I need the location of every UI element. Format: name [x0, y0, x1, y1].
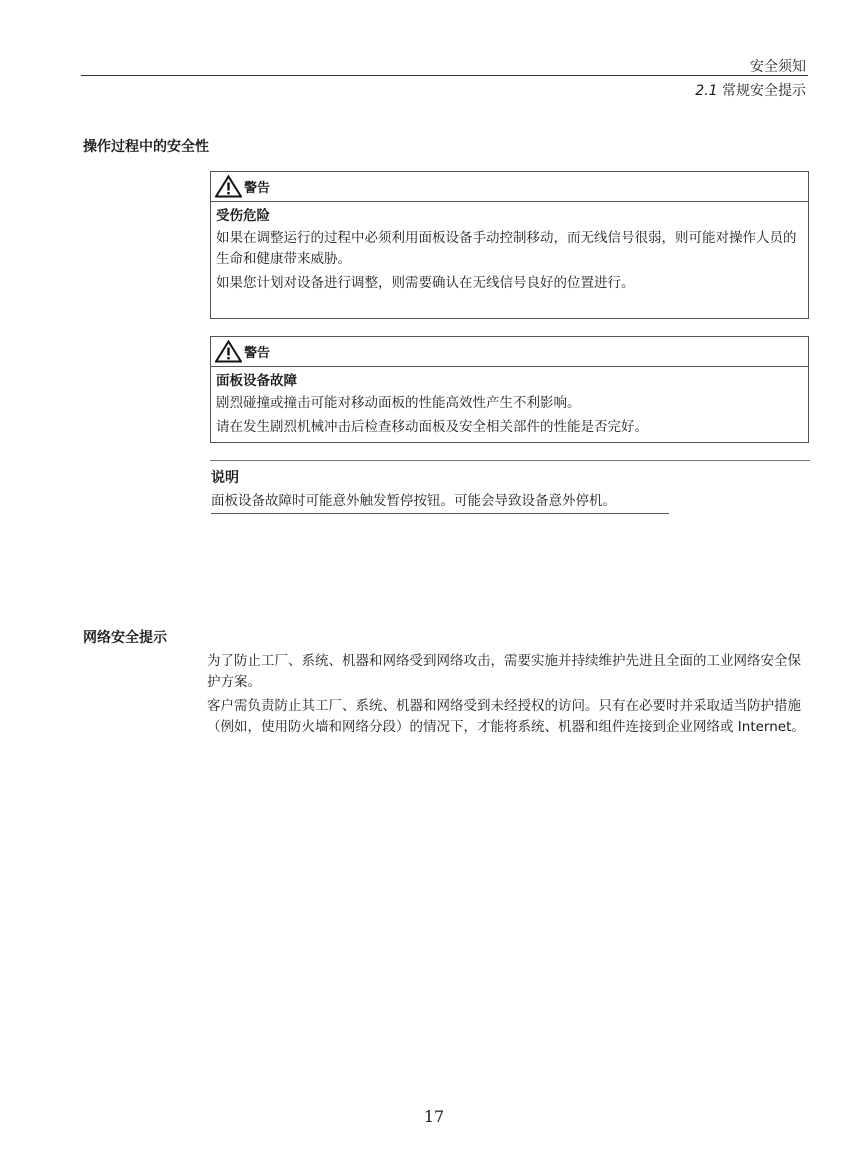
cybersecurity-body: [207, 651, 809, 741]
section-heading-cybersecurity: 网络安全提示: [83, 630, 167, 646]
warning-header: [211, 337, 808, 367]
warning-title: 受伤危险: [216, 208, 270, 224]
warning-triangle-icon: [215, 340, 242, 363]
page-number: 17: [423, 1107, 445, 1126]
warning-body: [211, 367, 808, 438]
body-paragraph: 客户需负责防止其工厂、系统、机器和网络受到未经授权的访问。只有在必要时并采取适当防护措施（例如，使用防火墙和网络分段）的情况下，才能将系统、机器和组件连接到企业网络或 Internet。: [207, 698, 805, 735]
header-sub-title: 常规安全提示: [722, 83, 806, 99]
warning-paragraph: 如果在调整运行的过程中必须利用面板设备手动控制移动，而无线信号很弱，则可能对操作人员的生命和健康带来威胁。: [216, 230, 797, 267]
warning-paragraph: 如果您计划对设备进行调整，则需要确认在无线信号良好的位置进行。: [216, 275, 635, 291]
header-sub-number: 2.1: [695, 83, 718, 99]
warning-paragraph: 剧烈碰撞或撞击可能对移动面板的性能高效性产生不利影响。: [216, 395, 581, 411]
note-text: 面板设备故障时可能意外触发暂停按钮。可能会导致设备意外停机。: [211, 491, 669, 514]
header-section-title: 安全须知: [750, 59, 806, 75]
note-label: 说明: [211, 470, 239, 486]
warning-title: 面板设备故障: [216, 373, 297, 389]
header-subsection: [695, 80, 806, 100]
warning-box-device-failure: [210, 336, 809, 443]
warning-body: [211, 202, 808, 294]
warning-triangle-icon: [215, 175, 242, 198]
warning-box-injury: [210, 171, 809, 319]
warning-paragraph: 请在发生剧烈机械冲击后检查移动面板及安全相关部件的性能是否完好。: [216, 419, 648, 435]
warning-header: [211, 172, 808, 202]
note-rule: [210, 460, 810, 461]
header-rule: [81, 75, 808, 76]
warning-label: 警告: [244, 181, 271, 196]
section-heading-operation-safety: 操作过程中的安全性: [83, 139, 209, 155]
warning-label: 警告: [244, 346, 271, 361]
body-paragraph: 为了防止工厂、系统、机器和网络受到网络攻击，需要实施并持续维护先进且全面的工业网络安全保护方案。: [207, 653, 801, 690]
